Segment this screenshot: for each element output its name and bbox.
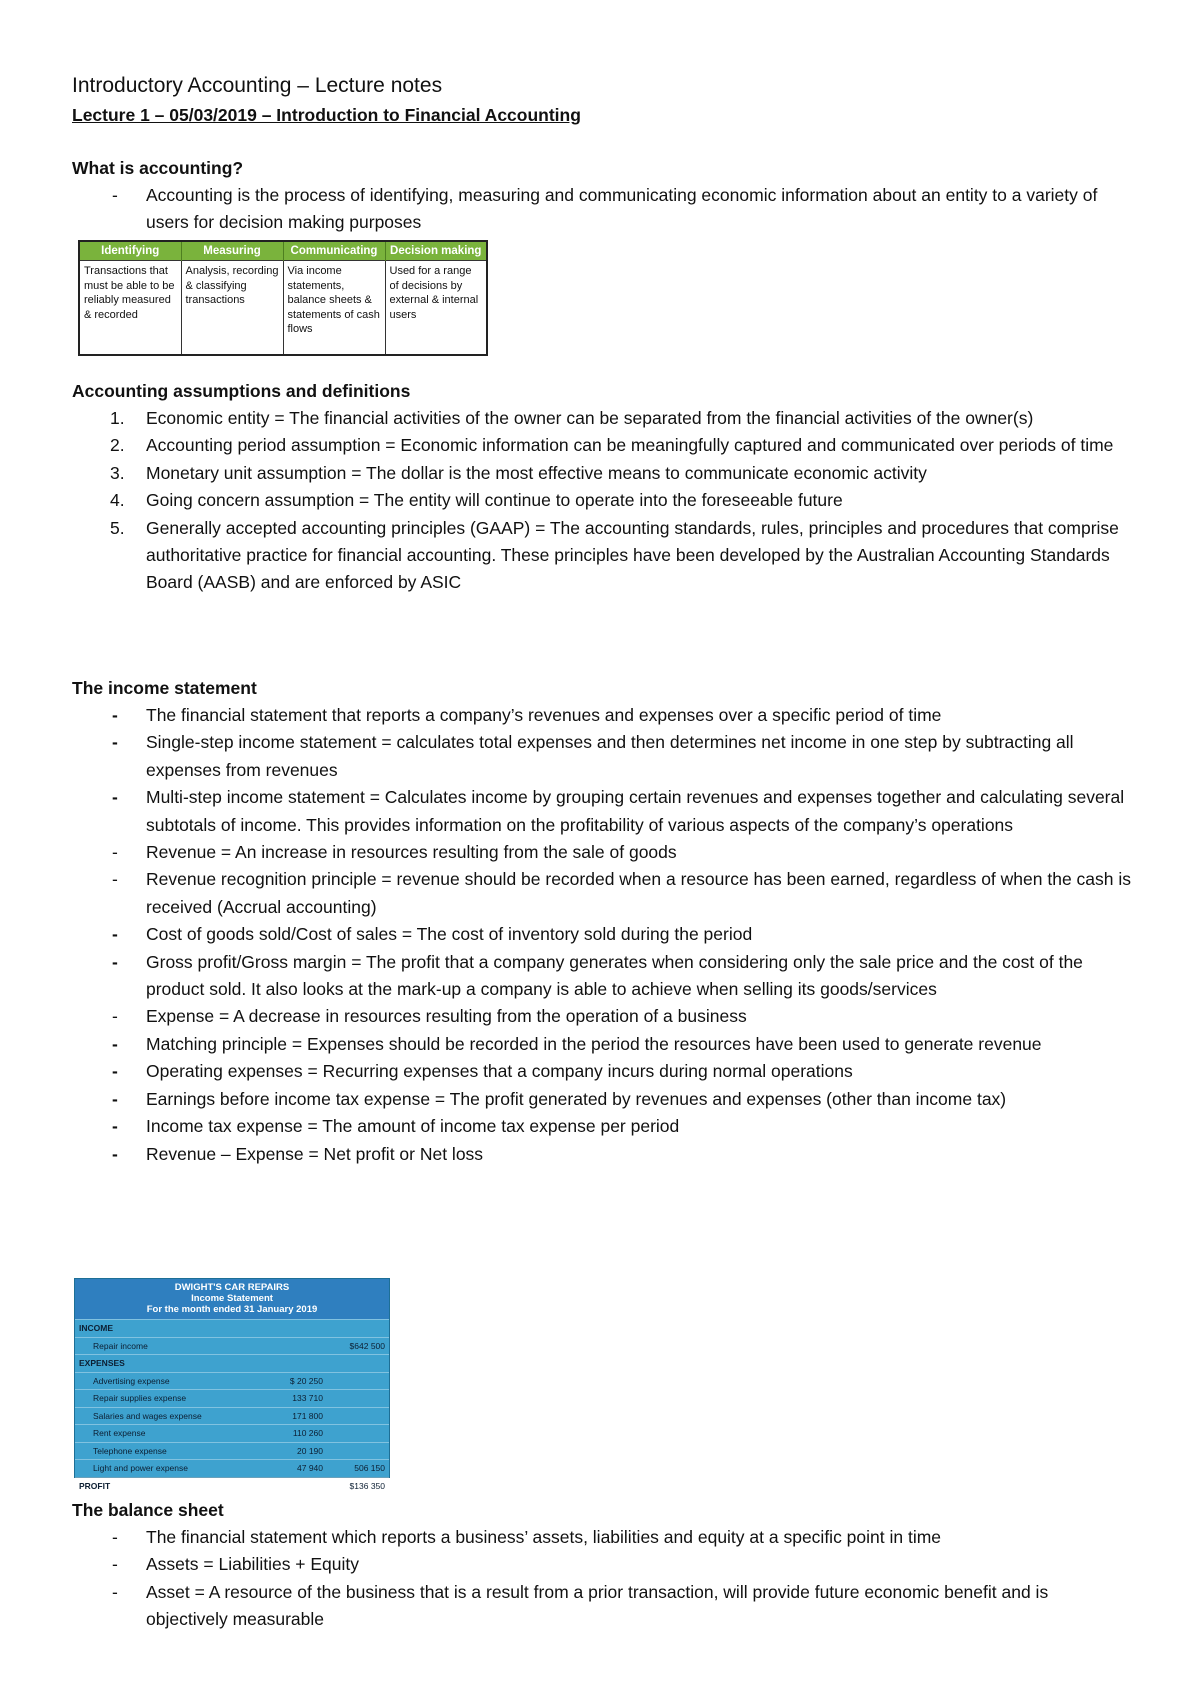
statement-company: DWIGHT'S CAR REPAIRS <box>174 1282 290 1293</box>
list-item <box>72 515 1132 597</box>
list-marker: - <box>112 787 118 808</box>
list-marker: 1. <box>110 408 125 428</box>
income-label: INCOME <box>79 1323 113 1333</box>
income-statement-image <box>74 1278 390 1491</box>
balance-sheet-list <box>72 1524 1132 1634</box>
list-item <box>72 1031 1132 1058</box>
list-item <box>72 949 1132 1004</box>
profit-label: PROFIT <box>79 1480 111 1491</box>
list-marker: - <box>112 869 118 890</box>
list-marker: - <box>112 1061 118 1082</box>
list-item-text: Operating expenses = Recurring expenses that a company incurs during normal operations <box>146 1061 853 1082</box>
list-marker: - <box>112 185 118 205</box>
expense-label: Rent expense <box>93 1428 146 1438</box>
list-item <box>72 460 1132 487</box>
expense-value: 20 190 <box>297 1445 323 1456</box>
table-header-cell: Identifying <box>79 241 181 261</box>
document-title: Introductory Accounting – Lecture notes <box>72 74 443 97</box>
list-marker: - <box>112 1006 118 1027</box>
list-item <box>72 432 1132 459</box>
list-item <box>72 866 1132 921</box>
list-marker: - <box>112 1143 118 1164</box>
list-marker: - <box>112 842 118 863</box>
table-row <box>75 1354 389 1372</box>
list-item-text: The financial statement that reports a company’s revenues and expenses over a specific period of time <box>146 705 942 725</box>
table-row <box>75 1389 389 1407</box>
expense-label: Repair supplies expense <box>93 1393 187 1403</box>
expense-value: $ 20 250 <box>289 1375 323 1386</box>
list-marker: - <box>112 1554 118 1575</box>
list-marker: - <box>112 1033 118 1054</box>
list-item-text: Accounting period assumption = Economic information can be meaningfully captured and communicated over periods of time <box>146 435 1114 456</box>
table-header-cell: Decision making <box>385 241 487 261</box>
list-item-text: The financial statement which reports a business’ assets, liabilities and equity at a specific point in time <box>146 1527 942 1547</box>
list-item <box>72 839 1132 866</box>
statement-period: For the month ended 31 January 2019 <box>146 1304 318 1315</box>
table-header-row <box>79 241 487 261</box>
table-row <box>75 1407 389 1425</box>
list-item <box>72 1113 1132 1140</box>
list-item <box>72 1086 1132 1113</box>
list-item <box>72 405 1132 432</box>
expenses-label: EXPENSES <box>79 1358 125 1368</box>
income-statement-list <box>72 702 1132 1168</box>
list-marker: - <box>112 951 118 972</box>
list-marker: - <box>112 1116 118 1137</box>
list-item-text: Going concern assumption = The entity will continue to operate into the foreseeable future <box>146 490 843 511</box>
list-item-text: Multi-step income statement = Calculates income by grouping certain revenues and expenses together and calculating several subtotals of income. This provides information on the profitability of various aspects of the company’s operations <box>146 787 1125 835</box>
list-item-text: Expense = A decrease in resources resulting from the operation of a business <box>146 1006 747 1027</box>
list-marker: - <box>112 705 118 725</box>
list-item-text: Revenue = An increase in resources resulting from the sale of goods <box>146 842 677 863</box>
table-row <box>75 1424 389 1442</box>
statement-name: Income Statement <box>191 1293 273 1304</box>
list-marker: - <box>112 1527 118 1547</box>
list-marker: 5. <box>110 517 125 538</box>
assumptions-list <box>72 405 1132 597</box>
list-item <box>72 1551 1132 1578</box>
list-marker: - <box>112 924 118 945</box>
list-marker: 2. <box>110 435 125 456</box>
total-expenses-value: 506 150 <box>354 1463 385 1473</box>
expense-label: Salaries and wages expense <box>93 1410 202 1421</box>
profit-value: $136 350 <box>349 1480 385 1491</box>
list-item <box>72 1524 1132 1551</box>
list-item-text: Accounting is the process of identifying, measuring and communicating economic information about an entity to a variety of users for decision making purposes <box>146 185 1098 233</box>
list-item-text: Earnings before income tax expense = The profit generated by revenues and expenses (other than income tax) <box>146 1088 1007 1109</box>
table-row <box>75 1459 389 1477</box>
list-item <box>72 921 1132 948</box>
list-item-text: Cost of goods sold/Cost of sales = The cost of inventory sold during the period <box>146 924 753 945</box>
expense-label: Telephone expense <box>93 1445 167 1456</box>
list-marker: 4. <box>110 490 125 511</box>
list-marker: - <box>112 732 118 753</box>
list-marker: 3. <box>110 462 125 483</box>
list-item-text: Revenue recognition principle = revenue should be recorded when a resource has been earned, regardless of when the cash is received (Accrual accounting) <box>146 869 1131 917</box>
statement-header <box>75 1279 389 1319</box>
section-heading-what-is-accounting: What is accounting? <box>72 158 244 178</box>
list-item <box>72 182 1132 237</box>
table-row <box>79 261 487 356</box>
table-cell: Via income statements, balance sheets & statements of cash flows <box>283 261 385 356</box>
section-heading-assumptions: Accounting assumptions and definitions <box>72 381 411 401</box>
list-item <box>72 784 1132 839</box>
list-item-text: Single-step income statement = calculates total expenses and then determines net income in one step by subtracting all expenses from revenues <box>146 732 1074 780</box>
section-heading-balance-sheet: The balance sheet <box>72 1500 224 1520</box>
expense-value: 110 260 <box>292 1428 323 1438</box>
list-item-text: Assets = Liabilities + Equity <box>146 1554 360 1575</box>
expense-value: 171 800 <box>292 1410 323 1421</box>
lecture-subtitle: Lecture 1 – 05/03/2019 – Introduction to Financial Accounting <box>72 105 581 125</box>
accounting-process-table <box>78 240 488 356</box>
list-item <box>72 487 1132 514</box>
section-heading-income-statement: The income statement <box>72 678 257 698</box>
expense-value: 47 940 <box>297 1463 323 1473</box>
list-item <box>72 1058 1132 1085</box>
expense-label: Advertising expense <box>93 1375 170 1386</box>
list-item-text: Income tax expense = The amount of income tax expense per period <box>146 1116 680 1137</box>
table-cell: Transactions that must be able to be reliably measured & recorded <box>79 261 181 356</box>
list-item <box>72 1141 1132 1168</box>
list-item-text: Gross profit/Gross margin = The profit that a company generates when considering only the sale price and the cost of the product sold. It also looks at the mark-up a company is able to achieve when selling its goods/services <box>146 951 1083 1000</box>
list-item <box>72 702 1132 729</box>
table-row <box>75 1372 389 1390</box>
table-header-cell: Measuring <box>181 241 283 261</box>
list-item <box>72 729 1132 784</box>
repair-income-label: Repair income <box>93 1340 148 1351</box>
list-marker: - <box>112 1581 118 1602</box>
list-item-text: Revenue – Expense = Net profit or Net loss <box>146 1143 484 1164</box>
table-row <box>75 1319 389 1337</box>
expense-value: 133 710 <box>292 1393 323 1403</box>
what-is-accounting-list <box>72 182 1132 237</box>
list-item-text: Matching principle = Expenses should be recorded in the period the resources have been used to generate revenue <box>146 1033 1042 1054</box>
table-cell: Analysis, recording & classifying transactions <box>181 261 283 356</box>
table-header-cell: Communicating <box>283 241 385 261</box>
expense-label: Light and power expense <box>93 1463 188 1473</box>
table-row <box>75 1477 389 1495</box>
list-item-text: Asset = A resource of the business that is a result from a prior transaction, will provide future economic benefit and is objectively measurable <box>146 1581 1049 1630</box>
list-item <box>72 1003 1132 1030</box>
repair-income-value: $642 500 <box>349 1340 385 1351</box>
table-row <box>75 1442 389 1460</box>
table-row <box>75 1337 389 1355</box>
list-item-text: Monetary unit assumption = The dollar is the most effective means to communicate economic activity <box>146 462 927 483</box>
list-marker: - <box>112 1088 118 1109</box>
table-cell: Used for a range of decisions by external & internal users <box>385 261 487 356</box>
list-item-text: Economic entity = The financial activities of the owner can be separated from the financial activities of the owner(s) <box>146 408 1034 428</box>
list-item <box>72 1579 1132 1634</box>
list-item-text: Generally accepted accounting principles (GAAP) = The accounting standards, rules, principles and procedures that comprise authoritative practice for financial accounting. These principles have been developed by the Australian Accounting Standards Board (AASB) and are enforced by ASIC <box>146 517 1119 593</box>
